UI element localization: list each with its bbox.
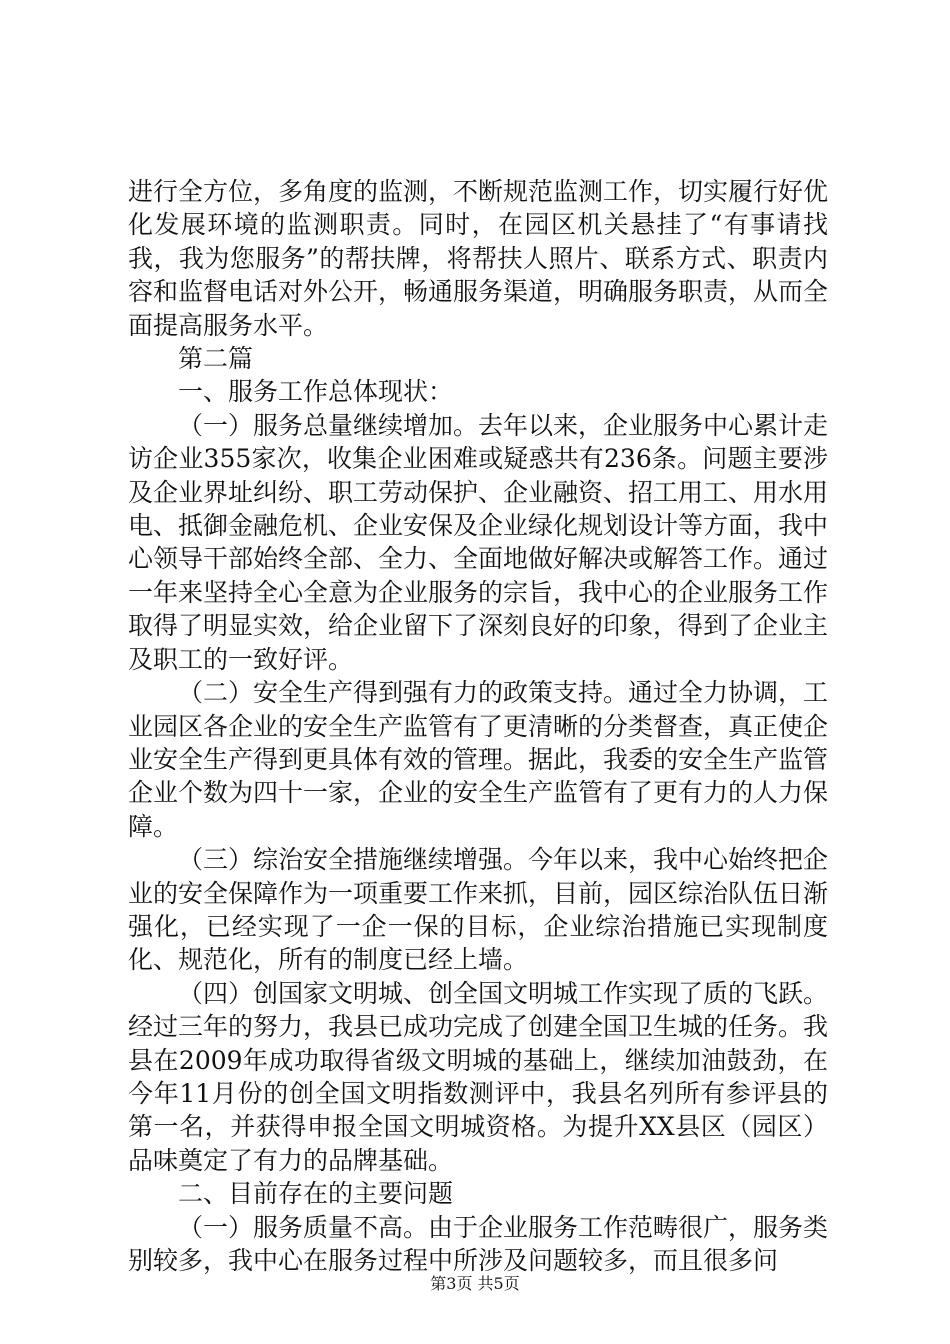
heading-service-status: 一、服务工作总体现状： [178,377,454,407]
paragraph-security-measures: （三）综治安全措施继续增强。今年以来，我中心始终把企业的安全保障作为一项重要工作来抓，目前，园区综治队伍日渐强化，已经实现了一企一保的目标，企业综治措施已实现制度化、规范化，所有的制度已经上墙。 [128,845,829,975]
paragraph-service-volume: （一）服务总量继续增加。去年以来，企业服务中心累计走访企业355家次，收集企业困难或疑惑共有236条。问题主要涉及企业界址纠纷、职工劳动保护、企业融资、招工用工、用水用电、抵御金融危机、企业安保及企业绿化规划设计等方面，我中心领导干部始终全部、全力、全面地做好解决或解答工作。通过一年来坚持全心全意为企业服务的宗旨，我中心的企业服务工作取得了明显实效，给企业留下了深刻良好的印象，得到了企业主及职工的一致好评。 [128,410,829,674]
heading-main-problems: 二、目前存在的主要问题 [178,1179,454,1209]
paragraph-safety-production: （二）安全生产得到强有力的政策支持。通过全力协调，工业园区各企业的安全生产监管有了更清晰的分类督查，真正使企业安全生产得到更具体有效的管理。据此，我委的安全生产监管企业个数为四十一家，企业的安全生产监管有了更有力的人力保障。 [128,678,829,841]
paragraph-civilized-city: （四）创国家文明城、创全国文明城工作实现了质的飞跃。经过三年的努力，我县已成功完成了创建全国卫生城的任务。我县在2009年成功取得省级文明城的基础上，继续加油鼓劲，在今年11月份的创全国文明指数测评中，我县名列所有参评县的第一名，并获得申报全国文明城资格。为提升XX县区（园区）品味奠定了有力的品牌基础。 [128,978,829,1175]
document-body [128,175,828,1277]
section-heading-part-two: 第二篇 [178,344,254,374]
paragraph-service-quality: （一）服务质量不高。由于企业服务工作范畴很广，服务类别较多，我中心在服务过程中所涉及问题较多，而且很多问 [128,1212,829,1275]
page-number-footer: 第3页 共5页 [430,1274,520,1293]
paragraph-continued: 进行全方位，多角度的监测，不断规范监测工作，切实履行好优化发展环境的监测职责。同时，在园区机关悬挂了“有事请找我，我为您服务”的帮扶牌，将帮扶人照片、联系方式、职责内容和监督电话对外公开，畅通服务渠道，明确服务职责，从而全面提高服务水平。 [128,177,829,340]
